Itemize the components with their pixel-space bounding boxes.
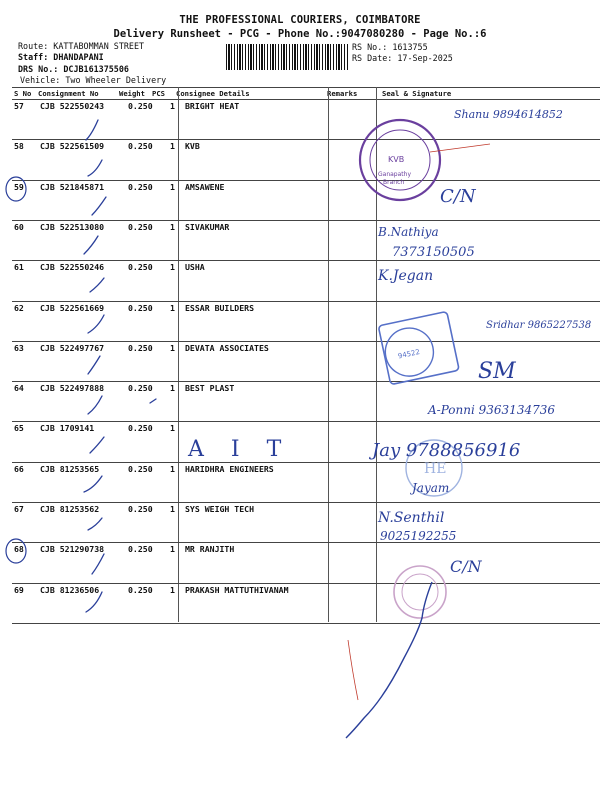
hw-r59: C/N [440, 186, 476, 207]
row-divider [12, 381, 600, 382]
row-weight: 0.250 [128, 383, 153, 394]
tick-59 [92, 197, 106, 215]
row-consignment-no: CJB 522550243 [40, 101, 105, 111]
row-sno: 66 [14, 463, 24, 474]
red-pencil-mark-2 [348, 640, 358, 700]
row-sno: 68 [14, 544, 24, 555]
hw-r63: SM [478, 359, 516, 384]
row-divider [12, 502, 600, 503]
svg-text:KVB: KVB [388, 155, 405, 164]
row-weight: 0.250 [128, 302, 153, 313]
row-consignee: DEVATA ASSOCIATES [185, 342, 269, 353]
row-divider [12, 220, 600, 221]
row-consignee: AMSAWENE [185, 181, 225, 192]
svg-text:94522: 94522 [397, 347, 421, 361]
row-sno: 63 [14, 342, 24, 353]
row-pcs: 1 [170, 342, 175, 353]
hw-r57: Shanu 9894614852 [454, 108, 563, 121]
tick-67 [88, 518, 102, 530]
tick-64 [88, 396, 102, 414]
row-weight: 0.250 [128, 544, 153, 555]
kvb-bank-stamp [360, 120, 440, 200]
row-consignment-no: CJB 522550246 [40, 262, 105, 273]
row-consignment-no: CJB 521845871 [40, 181, 105, 192]
row-divider [12, 623, 600, 624]
hw-r66: Jayam [412, 481, 450, 495]
row-pcs: 1 [170, 101, 175, 111]
devata-stamp [378, 311, 459, 384]
tick-64b [150, 399, 156, 403]
table-header-border [12, 99, 600, 100]
tick-62 [88, 315, 104, 333]
tick-63 [88, 356, 100, 374]
row-sno: 64 [14, 383, 24, 394]
row-consignee: BEST PLAST [185, 383, 235, 394]
row-pcs: 1 [170, 141, 175, 152]
row-consignment-no: CJB 1709141 [40, 423, 95, 434]
svg-text:Ganapathy: Ganapathy [378, 171, 411, 178]
row-pcs: 1 [170, 302, 175, 313]
row-consignee: PRAKASH MATTUTHIVANAM [185, 584, 289, 595]
row-divider [12, 421, 600, 422]
company-title: THE PROFESSIONAL COURIERS, COIMBATORE [179, 14, 421, 26]
hw-r67a: N.Senthil [378, 510, 445, 526]
row-divider [12, 180, 600, 181]
row-weight: 0.250 [128, 584, 153, 595]
row-weight: 0.250 [128, 423, 153, 434]
svg-text:HE: HE [424, 461, 447, 477]
tick-68 [92, 554, 104, 574]
row-weight: 0.250 [128, 141, 153, 152]
row-weight: 0.250 [128, 463, 153, 474]
row-consignee: HARIDHRA ENGINEERS [185, 463, 274, 474]
svg-text:Branch: Branch [383, 179, 405, 186]
row-weight: 0.250 [128, 342, 153, 353]
hw-r68: C/N [450, 557, 482, 576]
tick-58 [88, 160, 102, 176]
col-consignment: Consignment No [38, 89, 99, 98]
hw-r67b: 9025192255 [380, 529, 457, 543]
row-consignment-no: CJB 522561509 [40, 141, 105, 152]
row-consignment-no: CJB 81253565 [40, 463, 100, 474]
row-divider [12, 139, 600, 140]
row-consignee: SIVAKUMAR [185, 221, 230, 232]
row-consignment-no: CJB 81253562 [40, 504, 100, 514]
row-consignment-no: CJB 521290738 [40, 544, 105, 555]
col-pcs: PCS [152, 89, 165, 98]
col-weight: Weight [119, 89, 145, 98]
vehicle-info: Vehicle: Two Wheeler Delivery [20, 75, 167, 85]
haridhra-stamp [406, 440, 462, 496]
row-pcs: 1 [170, 584, 175, 595]
row-weight: 0.250 [128, 262, 153, 273]
row-consignment-no: CJB 522513080 [40, 221, 105, 232]
table-top-border [12, 87, 600, 88]
row-weight: 0.250 [128, 101, 153, 111]
row-divider [12, 301, 600, 302]
row-consignee: SYS WEIGH TECH [185, 504, 255, 514]
tick-66 [84, 476, 102, 492]
row-weight: 0.250 [128, 504, 153, 514]
row-pcs: 1 [170, 544, 175, 555]
hw-r65b: Jay 9788856916 [372, 440, 521, 461]
row-sno: 57 [14, 101, 24, 111]
row-sno: 59 [14, 181, 24, 192]
row-sno: 67 [14, 504, 24, 514]
col-sno: S No [14, 89, 32, 98]
row-sno: 62 [14, 302, 24, 313]
row-divider [12, 341, 600, 342]
row-divider [12, 260, 600, 261]
row-weight: 0.250 [128, 181, 153, 192]
tick-57 [86, 120, 98, 140]
row-consignment-no: CJB 522497888 [40, 383, 105, 394]
hw-r60b: 7373150505 [392, 245, 475, 260]
row-pcs: 1 [170, 181, 175, 192]
runsheet-subtitle: Delivery Runsheet - PCG - Phone No.:9047080280 - Page No.:6 [113, 28, 487, 40]
row-consignee: BRIGHT HEAT [185, 101, 240, 111]
rs-number: RS No.: 1613755 [352, 42, 428, 52]
row-divider [12, 542, 600, 543]
row-pcs: 1 [170, 463, 175, 474]
row-pcs: 1 [170, 221, 175, 232]
drs-number: DRS No.: DCJB161375506 [18, 64, 129, 74]
row-consignment-no: CJB 522497767 [40, 342, 105, 353]
tick-65 [90, 437, 104, 453]
row-consignment-no: CJB 81236506 [40, 584, 100, 595]
row-divider [12, 583, 600, 584]
row-pcs: 1 [170, 423, 175, 434]
row-sno: 60 [14, 221, 24, 232]
route-info: Route: KATTABOMMAN STREET [18, 41, 145, 51]
barcode [226, 44, 348, 70]
row-pcs: 1 [170, 504, 175, 514]
tick-60 [84, 236, 98, 254]
row-sno: 65 [14, 423, 24, 434]
staff-info: Staff: DHANDAPANI [18, 52, 104, 62]
row-sno: 69 [14, 584, 24, 595]
hw-r60a: B.Nathiya [378, 225, 439, 239]
row-consignment-no: CJB 522561669 [40, 302, 105, 313]
hw-r62: Sridhar 9865227538 [486, 320, 592, 331]
row-consignee: USHA [185, 262, 205, 273]
hw-r61: K.Jegan [378, 268, 434, 284]
row-weight: 0.250 [128, 221, 153, 232]
signature-stroke [346, 582, 432, 738]
col-remarks: Remarks [327, 89, 358, 98]
row-sno: 61 [14, 262, 24, 273]
flour-mill-stamp [394, 566, 446, 618]
hw-r64: A-Ponni 9363134736 [428, 403, 555, 417]
row-pcs: 1 [170, 262, 175, 273]
rs-date: RS Date: 17-Sep-2025 [352, 53, 453, 63]
tick-69 [86, 592, 102, 612]
tick-61 [90, 278, 104, 292]
col-seal-signature: Seal & Signature [382, 89, 452, 98]
row-sno: 58 [14, 141, 24, 152]
row-consignee: MR RANJITH [185, 544, 235, 555]
col-consignee: Consignee Details [176, 89, 250, 98]
hw-r65a: A I T [188, 437, 292, 462]
row-pcs: 1 [170, 383, 175, 394]
row-consignee: KVB [185, 141, 200, 152]
row-consignee: ESSAR BUILDERS [185, 302, 255, 313]
red-pencil-mark [430, 144, 490, 152]
row-divider [12, 462, 600, 463]
